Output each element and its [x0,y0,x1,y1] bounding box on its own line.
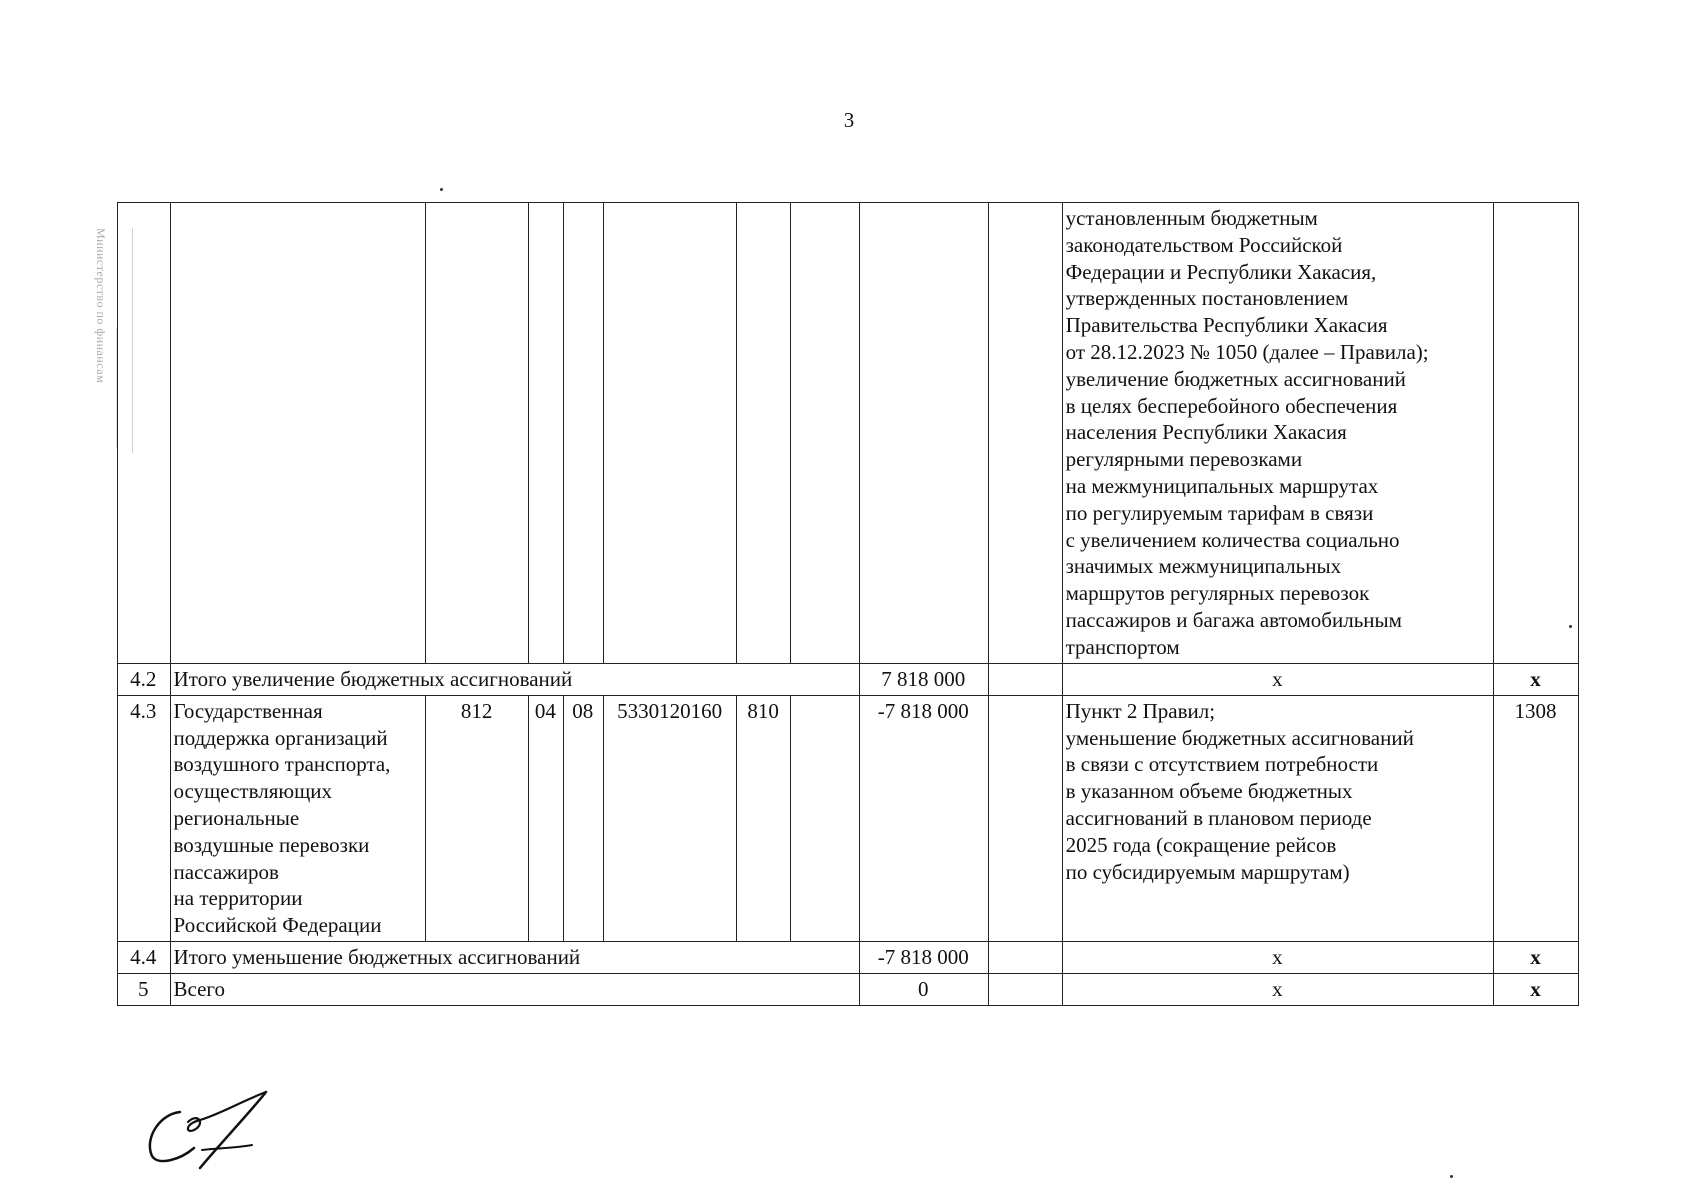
cell-num: 4.3 [118,695,171,941]
name-line: Российской Федерации [173,913,382,938]
cell-vr [737,203,791,664]
cell-num: 4.2 [118,664,171,696]
cell-blank [988,664,1062,696]
cell-code: х [1494,941,1579,973]
page-number: 3 [843,108,855,132]
cell-label: Всего [170,973,859,1005]
description-line: от 28.12.2023 № 1050 (далее – Правила); [1065,339,1429,364]
cell-ministry [426,203,529,664]
cell-description: х [1062,973,1493,1005]
cell-description: х [1062,941,1493,973]
cell-amount: 7 818 000 [859,664,988,696]
cell-section [529,203,563,664]
cell-target: 5330120160 [603,695,736,941]
cell-label: Итого уменьшение бюджетных ассигнований [170,941,859,973]
cell-description [1062,203,1493,664]
name-line: воздушного транспорта, [173,752,391,777]
cell-code [1494,203,1579,664]
registration-stamp [50,228,120,458]
name-line: региональные [173,805,300,830]
description-line: в целях бесперебойного обеспечения [1065,393,1398,418]
handwritten-signature [140,1090,290,1170]
cell-ministry: 812 [426,695,529,941]
name-line: Государственная [173,698,323,723]
scan-speck [1569,625,1572,628]
description-line: утвержденных постановлением [1065,286,1349,311]
description-line: установленным бюджетным [1065,206,1318,230]
table-row-item [118,695,1579,941]
description-line: Пункт 2 Правил; [1065,698,1216,723]
cell-blank [988,973,1062,1005]
cell-num [118,203,171,664]
name-line: осуществляющих [173,779,332,804]
description-line: маршрутов регулярных перевозок [1065,581,1370,606]
cell-amount: 0 [859,973,988,1005]
description-line: Правительства Республики Хакасия [1065,313,1388,338]
name-line: на территории [173,886,303,911]
description-line: значимых межмуниципальных [1065,554,1342,579]
cell-blank-2 [988,695,1062,941]
description-line: 2025 года (сокращение рейсов [1065,832,1337,857]
cell-code: х [1494,973,1579,1005]
cell-section: 04 [529,695,563,941]
scan-speck [1450,1175,1453,1178]
name-line: поддержка организаций [173,725,388,750]
name-line: воздушные перевозки [173,832,370,857]
cell-description: х [1062,664,1493,696]
cell-amount: -7 818 000 [859,695,988,941]
stamp-text: Министерство по финансам [94,228,108,384]
description-line: по регулируемым тарифам в связи [1065,500,1374,525]
cell-name [170,695,426,941]
cell-subsection [563,203,603,664]
name-line: пассажиров [173,859,279,884]
cell-description [1062,695,1493,941]
description-line: ассигнований в плановом периоде [1065,805,1372,830]
budget-allocation-table [117,202,1579,1006]
cell-code: х [1494,664,1579,696]
cell-amount [859,203,988,664]
cell-vr: 810 [737,695,791,941]
cell-num: 5 [118,973,171,1005]
table-row-total [118,973,1579,1005]
description-line: уменьшение бюджетных ассигнований [1065,725,1414,750]
cell-target [603,203,736,664]
cell-blank-2 [988,203,1062,664]
table-row-subtotal-decrease [118,941,1579,973]
cell-code: 1308 [1494,695,1579,941]
table-row-continuation [118,203,1579,664]
cell-blank [988,941,1062,973]
cell-subsection: 08 [563,695,603,941]
description-line: в указанном объеме бюджетных [1065,779,1353,804]
description-line: Федерации и Республики Хакасия, [1065,259,1377,284]
description-line: транспортом [1065,634,1180,659]
description-line: населения Республики Хакасия [1065,420,1347,445]
cell-name [170,203,426,664]
cell-blank [790,203,859,664]
scan-speck [440,188,443,191]
cell-blank [790,695,859,941]
description-line: по субсидируемым маршрутам) [1065,859,1350,884]
description-line: с увеличением количества социально [1065,527,1400,552]
cell-label: Итого увеличение бюджетных ассигнований [170,664,859,696]
cell-amount: -7 818 000 [859,941,988,973]
description-line: регулярными перевозками [1065,447,1303,472]
cell-num: 4.4 [118,941,171,973]
description-line: увеличение бюджетных ассигнований [1065,366,1406,391]
description-line: на межмуниципальных маршрутах [1065,473,1379,498]
description-line: пассажиров и багажа автомобильным [1065,607,1402,632]
description-line: законодательством Российской [1065,232,1343,257]
table-row-subtotal-increase [118,664,1579,696]
description-line: в связи с отсутствием потребности [1065,752,1379,777]
